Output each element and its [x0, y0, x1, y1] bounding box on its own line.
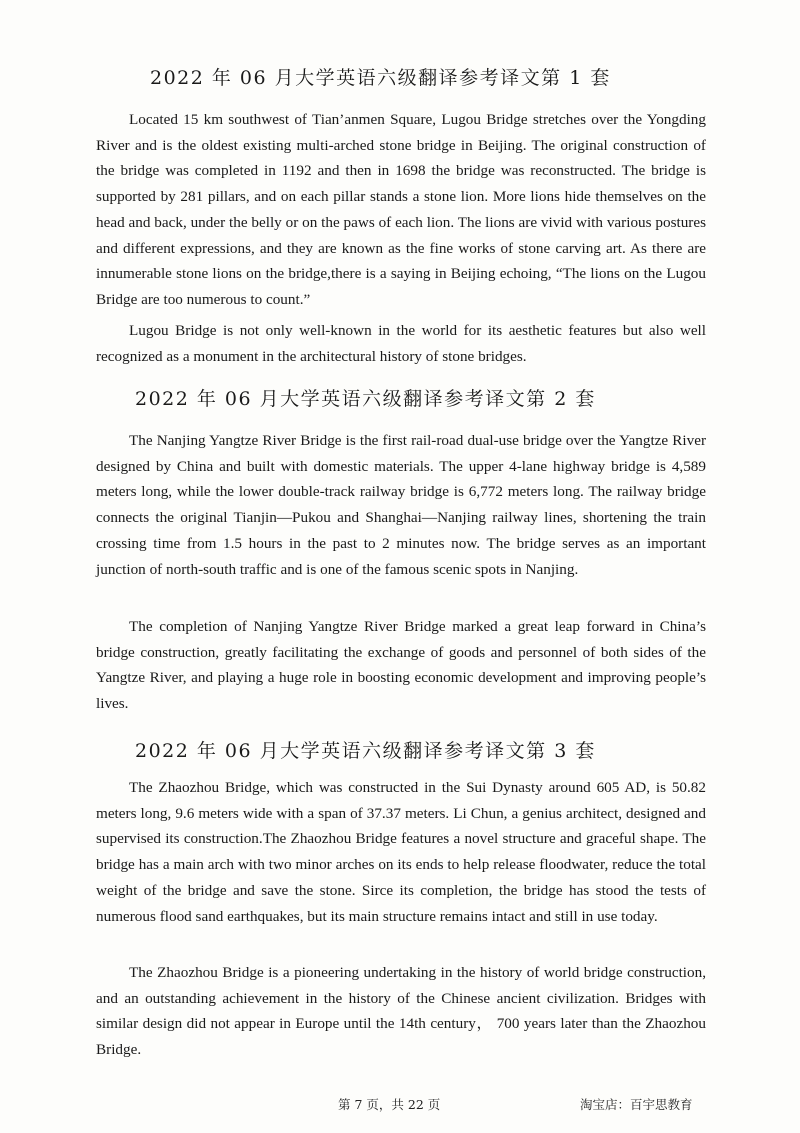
page-number: 第 7 页，共 22 页 — [338, 1097, 441, 1112]
section-3-paragraph-2: The Zhaozhou Bridge is a pioneering undertaking in the history of world bridge construction, and an outstanding achievement in the history of the Chinese ancient civilization. Bridges with similar design did not appear in Europe until the 14th century， 700 years later than the Zhaozhou Bridge. — [96, 964, 706, 1059]
section-2-paragraph-1: The Nanjing Yangtze River Bridge is the first rail-road dual-use bridge over the Yangtze River designed by China and built with domestic materials. The upper 4-lane highway bridge is 4,589 meters long, while the lower double-track railway bridge is 6,772 meters long. The railway bridge connects the original Tianjin—Pukou and Shanghai—Nanjing railway lines, shortening the train crossing time from 1.5 hours in the past to 2 minutes now. The bridge serves as an important junction of north-south traffic and is one of the famous scenic spots in Nanjing. — [96, 432, 706, 578]
section-2-heading: 2022 年 06 月大学英语六级翻译参考译文第 2 套 — [135, 388, 596, 410]
section-1-paragraph-1: Located 15 km southwest of Tian’anmen Square, Lugou Bridge stretches over the Yongding River and is the oldest existing multi-arched stone bridge in Beijing. The original construction of the bridge was completed in 1192 and then in 1698 the bridge was reconstructed. The bridge is supported by 281 pillars, and on each pillar stands a stone lion. More lions hide themselves on the head and back, under the belly or on the paws of each lion. The lions are vivid with various postures and different expressions, and they are known as the fine works of stone carving art. As there are innumerable stone lions on the bridge,there is a saying in Beijing echoing, “The lions on the Lugou Bridge are too numerous to count.” — [96, 111, 706, 308]
section-3-paragraph-1: The Zhaozhou Bridge, which was constructed in the Sui Dynasty around 605 AD, is 50.82 meters long, 9.6 meters wide with a span of 37.37 meters. Li Chun, a genius architect, designed and supervised its construction.The Zhaozhou Bridge features a novel structure and graceful shape. The bridge has a main arch with two minor arches on its ends to help release floodwater, reduce the total weight of the bridge and save the stone. Sirce its completion, the bridge has stood the tests of numerous flood sand earthquakes, but its main structure remains intact and still in use today. — [96, 779, 706, 925]
section-1-paragraph-2: Lugou Bridge is not only well-known in the world for its aesthetic features but also well recognized as a monument in the architectural history of stone bridges. — [96, 322, 706, 365]
shop-label: 淘宝店：百宇思教育 — [580, 1097, 693, 1112]
section-2-paragraph-2: The completion of Nanjing Yangtze River Bridge marked a great leap forward in China’s bridge construction, greatly facilitating the exchange of goods and personnel of both sides of the Yangtze River, and playing a huge role in boosting economic development and improving people’s lives. — [96, 618, 706, 713]
section-1-heading: 2022 年 06 月大学英语六级翻译参考译文第 1 套 — [150, 67, 611, 89]
section-3-heading: 2022 年 06 月大学英语六级翻译参考译文第 3 套 — [135, 740, 596, 762]
